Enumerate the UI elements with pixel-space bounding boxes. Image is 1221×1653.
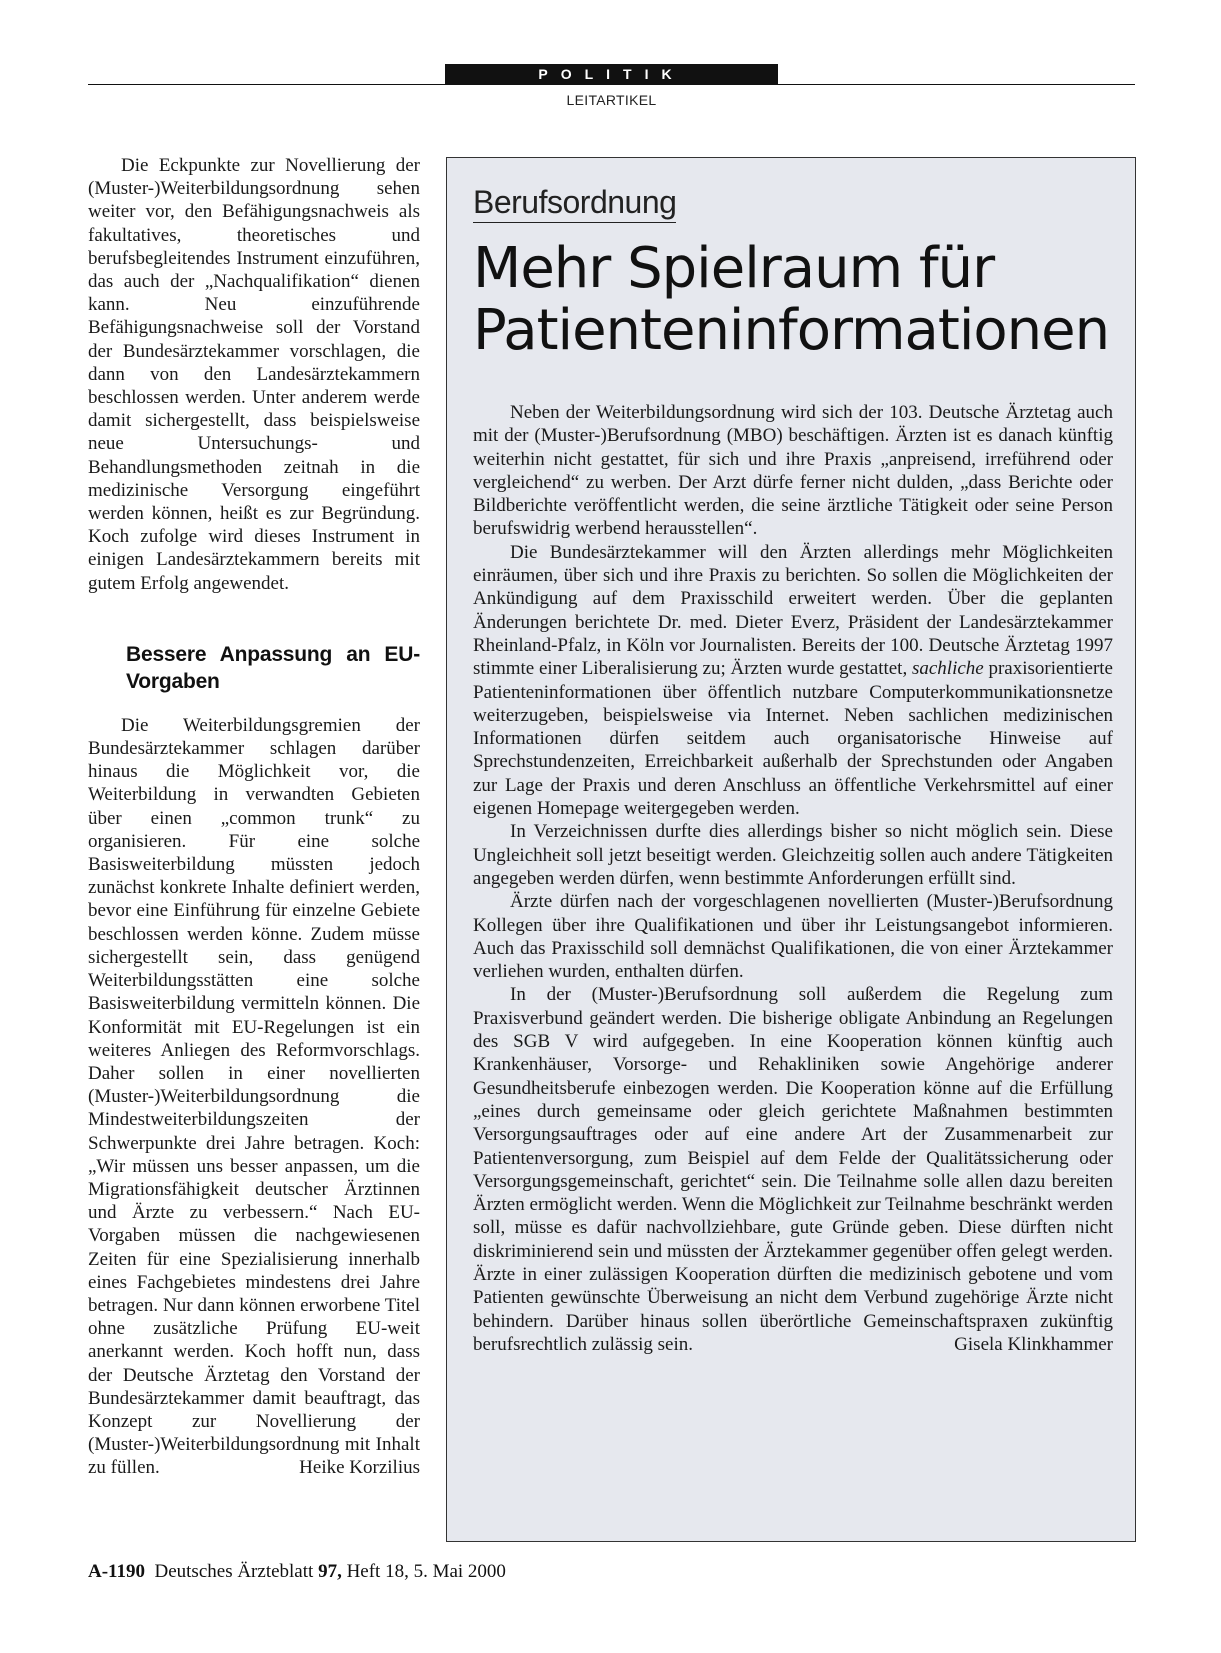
article-paragraph-5: In der (Muster-)Berufsordnung soll außerdem die Regelung zum Praxisverbund geändert werden. Die bisherige obligate Anbindung an Regelungen des SGB V wird aufgegeben. In eine Kooperation können künftig auch Krankenhäuser, Vorsorge- und Rehakliniken sowie Angehörige anderer Gesundheitsberufe einbezogen werden. Die Kooperation könne auf die Erfüllung „eines durch gemeinsame oder gleich gerichtete Maßnahmen bestimmten Versorgungsauftrages oder auf eine andere Art der Zusammenarbeit zur Patientenversorgung, zum Beispiel auf dem Felde der Qualitätssicherung oder Versorgungsgemeinschaft, gerichtet“ sein. Die Teilnahme solle allen dazu bereiten Ärzten ermöglicht werden. Wenn die Möglichkeit zur Teilnahme beschränkt werden soll, müsse es dafür nachvollziehbare, gute Gründe geben. Diese dürften nicht diskriminierend sein und müssten der Ärztekammer gegenüber offen gelegt werden. Ärzte in einer zulässigen Kooperation dürften die medizinisch gebotene und vom Patienten gewünschte Überweisung an nicht dem Verbund zugehörige Ärzte nicht behindern. Darüber hinaus sollen überörtliche Gemeinschaftspraxen zukünftig berufsrechtlich zulässig sein. [473, 984, 1113, 1355]
article-title: Mehr Spielraum für Patienteninformationen [473, 236, 1110, 363]
journal-issue: Heft 18, 5. Mai 2000 [346, 1561, 506, 1582]
article-kicker: Berufsordnung [473, 184, 676, 223]
page-number: A-1190 [88, 1561, 145, 1582]
article-paragraph-3: In Verzeichnissen durfte dies allerdings bisher so nicht möglich sein. Diese Ungleichheit soll jetzt beseitigt werden. Gleichzeitig sollen auch andere Tätigkeiten angegeben werden dürfen, wenn bestimmte Anforderungen erfüllt sind. [473, 821, 1113, 889]
subsection-label: LEITARTIKEL [566, 92, 657, 108]
left-paragraph-1: Die Eckpunkte zur Novellierung der (Muster-)Weiterbildungsordnung sehen weiter vor, den Befähigungsnachweis als fakultatives, theoretisches und berufsbegleitendes Instrument einzuführen, das auch der „Nachqualifikation“ dienen kann. Neu einzuführende Befähigungsnachweise soll der Vorstand der Bundesärztekammer vorschlagen, die dann von den Landesärztekammern beschlossen werden. Unter anderem werde damit sichergestellt, dass beispielsweise neue Untersuchungs- und Behandlungsmethoden zeitnah in die medizinische Versorgung eingeführt werden können, heißt es zur Begründung. Koch zufolge wird dieses Instrument in einigen Landesärztekammern bereits mit gutem Erfolg angewendet. [88, 155, 420, 594]
article-paragraph-2-b: praxisorientierte Patienteninformationen über öffentlich nutzbare Computerkommunikationsnetze weiterzugeben, beispielsweise via Internet. Neben sachlichen medizinischen Informationen dürfen seitdem auch organisatorische Hinweise auf Sprechstundenzeiten, Erreichbarkeit außerhalb der Sprechstunden oder Angaben zur Lage der Praxis und deren Anschluss an öffentliche Verkehrsmittel auf einer eigenen Homepage weitergegeben werden. [473, 658, 1113, 820]
article-author: Gisela Klinkhammer [954, 1333, 1113, 1355]
sidebar-article-box [446, 157, 1136, 1542]
article-paragraph-2 [473, 541, 1113, 821]
journal-name: Deutsches Ärzteblatt [154, 1561, 314, 1582]
left-author: Heike Korzilius [299, 1457, 420, 1479]
article-paragraph-1: Neben der Weiterbildungsordnung wird sich der 103. Deutsche Ärztetag auch mit der (Muster-)Berufsordnung (MBO) beschäftigen. Ärzten ist es danach künftig weiterhin nicht gestattet, für sich und ihre Praxis „anpreisend, irreführend oder vergleichend“ zu werben. Der Arzt dürfe ferner nicht dulden, „dass Berichte oder Bildberichte veröffentlicht werden, die seine ärztliche Tätigkeit oder seine Person berufswidrig werbend herausstellen“. [473, 402, 1113, 540]
journal-volume: 97, [318, 1561, 342, 1582]
article-paragraph-2-emphasis: sachliche [911, 658, 984, 680]
left-paragraph-2-text: Die Weiterbildungsgremien der Bundesärztekammer schlagen darüber hinaus die Möglichkeit vor, die Weiterbildung in verwandten Gebieten über einen „common trunk“ zu organisieren. Für eine solche Basisweiterbildung müssten jedoch zunächst konkrete Inhalte definiert werden, bevor eine Einführung für einzelne Gebiete beschlossen werden könne. Zudem müsse sichergestellt sein, dass genügend Weiterbildungsstätten eine solche Basisweiterbildung vermitteln können. Die Konformität mit EU-Regelungen ist ein weiteres Anliegen des Reformvorschlags. Daher sollen in einer novellierten (Muster-)Weiterbildungsordnung die Mindestweiterbildungszeiten der Schwerpunkte drei Jahre betragen. Koch: „Wir müssen uns besser anpassen, um die Migrationsfähigkeit deutscher Ärztinnen und Ärzte zu verbessern.“ Nach EU-Vorgaben müssen die nachgewiesenen Zeiten für eine Spezialisierung innerhalb eines Fachgebietes mindestens drei Jahre betragen. Nur dann können erworbene Titel ohne zusätzliche Prüfung EU-weit anerkannt werden. Koch hofft nun, dass der Deutsche Ärztetag den Vorstand der Bundesärztekammer damit beauftragt, das Konzept zur Novellierung der (Muster-)Weiterbildungsordnung mit Inhalt zu füllen. [88, 714, 420, 1479]
left-column [88, 154, 420, 1480]
section-label: POLITIK [445, 64, 778, 85]
article-paragraph-2-a: Die Bundesärztekammer will den Ärzten allerdings mehr Möglichkeiten einräumen, über sich und ihre Praxis zu berichten. So sollen die Möglichkeiten der Ankündigung auf dem Praxisschild erweitert werden. Über die geplanten Änderungen berichtete Dr. med. Dieter Everz, Präsident der Landesärztekammer Rheinland-Pfalz, in Köln vor Journalisten. Bereits der 100. Deutsche Ärztetag 1997 stimmte einer Liberalisierung zu; Ärzten wurde gestattet, [473, 541, 1113, 680]
left-paragraph-2 [88, 714, 420, 1480]
article-paragraph-4: Ärzte dürfen nach der vorgeschlagenen novellierten (Muster-)Berufsordnung Kollegen über ihre Qualifikationen und über ihr Leistungsangebot informieren. Auch das Praxisschild soll demnächst Qualifikationen, die von einer Ärztekammer verliehen wurden, enthalten dürfen. [473, 891, 1113, 983]
article-body [473, 401, 1113, 1356]
page-footer [88, 1561, 506, 1583]
left-subheading: Bessere Anpassung an EU-Vorgaben [126, 642, 420, 693]
